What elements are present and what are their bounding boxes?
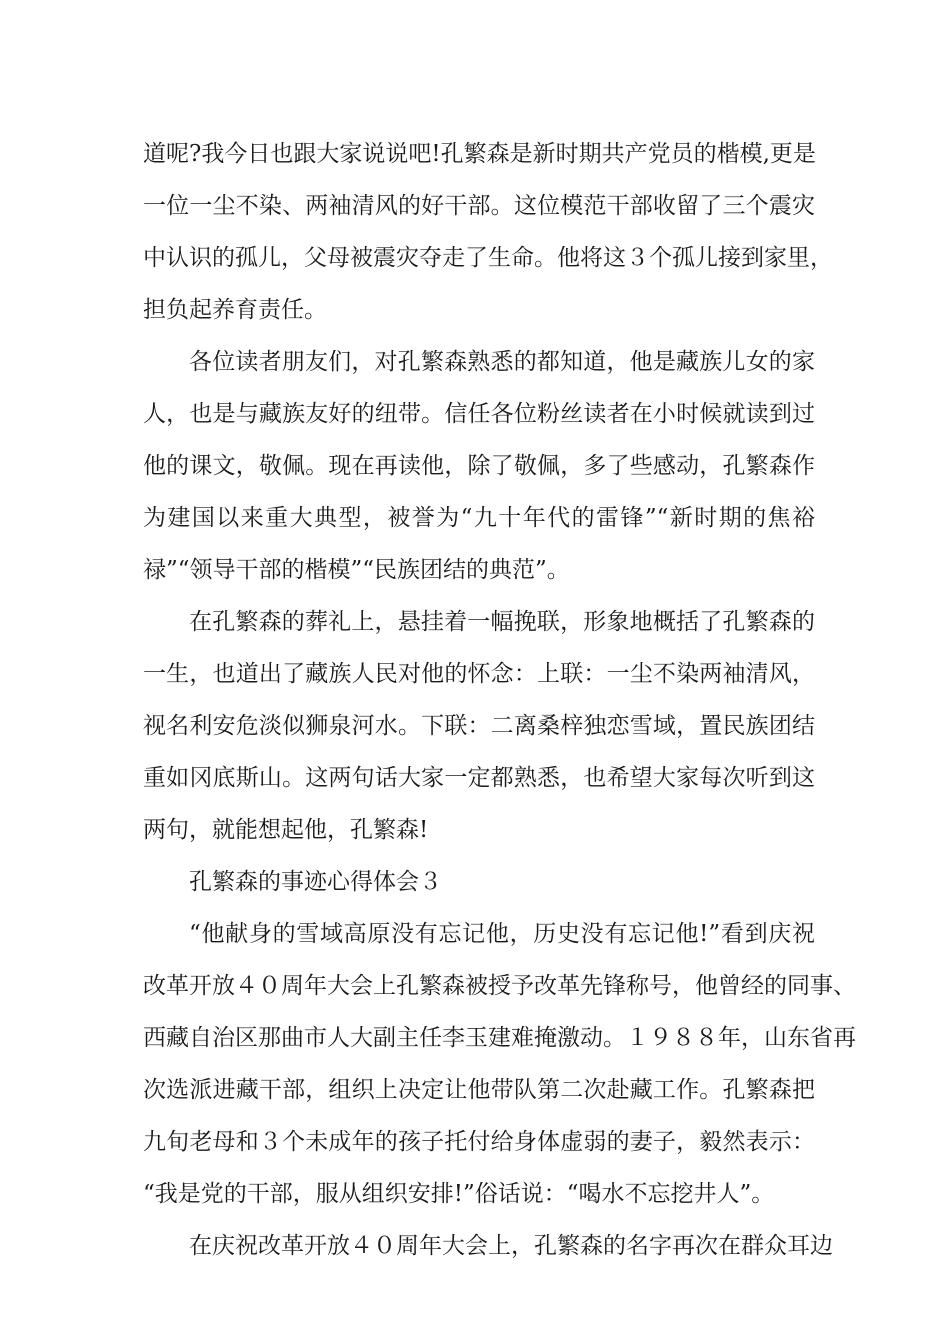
paragraph-5-line-6: “我是党的干部，服从组织安排!”俗话说：“喝水不忘挖井人”。 (143, 1181, 775, 1207)
paragraph-5-line-2: 改革开放４０周年大会上孔繁森被授予改革先锋称号，他曾经的同事、 (143, 973, 856, 999)
paragraph-2-line-3: 他的课文，敬佩。现在再读他，除了敬佩，多了些感动，孔繁森作 (143, 453, 815, 479)
paragraph-3-line-2: 一生，也道出了藏族人民对他的怀念：上联：一尘不染两袖清风， (143, 661, 815, 687)
paragraph-3-line-4: 重如冈底斯山。这两句话大家一定都熟悉，也希望大家每次听到这 (143, 765, 815, 791)
paragraph-2-line-2: 人，也是与藏族友好的纽带。信任各位粉丝读者在小时候就读到过 (143, 401, 815, 427)
paragraph-5-line-4: 次选派进藏干部，组织上决定让他带队第二次赴藏工作。孔繁森把 (143, 1077, 815, 1103)
paragraph-6-line-1: 在庆祝改革开放４０周年大会上，孔繁森的名字再次在群众耳边 (189, 1233, 833, 1259)
paragraph-1-line-3: 中认识的孤儿，父母被震灾夺走了生命。他将这３个孤儿接到家里， (143, 245, 833, 271)
paragraph-2-line-1: 各位读者朋友们，对孔繁森熟悉的都知道，他是藏族儿女的家 (189, 349, 815, 375)
paragraph-3-line-3: 视名利安危淡似狮泉河水。下联：二离桑梓独恋雪域，置民族团结 (143, 713, 815, 739)
paragraph-1-line-2: 一位一尘不染、两袖清风的好干部。这位模范干部收留了三个震灾 (143, 193, 815, 219)
paragraph-5-line-5: 九旬老母和３个未成年的孩子托付给身体虚弱的妻子，毅然表示： (143, 1129, 815, 1155)
paragraph-5-line-3: 西藏自治区那曲市人大副主任李玉建难掩激动。１９８８年，山东省再 (143, 1025, 856, 1051)
paragraph-3-line-1: 在孔繁森的葬礼上，悬挂着一幅挽联，形象地概括了孔繁森的 (189, 609, 815, 635)
paragraph-2-line-4: 为建国以来重大典型，被誉为“九十年代的雷锋”“新时期的焦裕 (143, 505, 815, 531)
paragraph-2-line-5: 禄”“领导干部的楷模”“民族团结的典范”。 (143, 557, 570, 583)
paragraph-1-line-4: 担负起养育责任。 (143, 297, 327, 323)
paragraph-3-line-5: 两句，就能想起他，孔繁森! (143, 817, 429, 843)
section-heading: 孔繁森的事迹心得体会３ (189, 869, 442, 895)
paragraph-1-line-1: 道呢?我今日也跟大家说说吧!孔繁森是新时期共产党员的楷模,更是 (143, 141, 816, 167)
document-body (143, 128, 856, 1272)
paragraph-5-line-1: “他献身的雪域高原没有忘记他，历史没有忘记他!”看到庆祝 (189, 921, 815, 947)
